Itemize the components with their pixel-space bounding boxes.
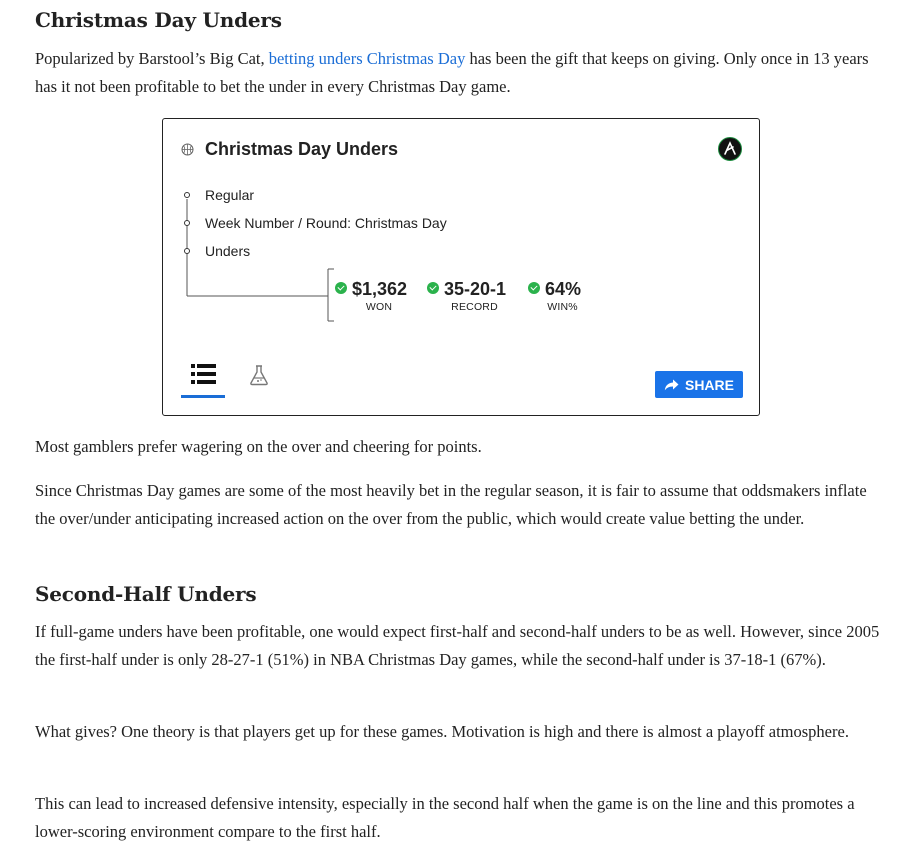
- stat-record-value: 35-20-1: [444, 279, 507, 299]
- paragraph-over-preference: Most gamblers prefer wagering on the over and cheering for points.: [35, 437, 482, 456]
- criteria-season-type: Regular: [205, 187, 255, 203]
- paragraph-first-half-stats: If full-game unders have been profitable, one would expect first-half and second-half unders to be as well. However, since 2005 the first-half under is only 28-27-1 (51%) in NBA Christmas Day games, while the second-half under is 37-18-1 (67%).: [35, 622, 880, 669]
- flask-icon[interactable]: [249, 364, 269, 386]
- intro-text-start: Popularized by Barstool’s Big Cat,: [35, 49, 269, 68]
- widget-title: Christmas Day Unders: [205, 139, 399, 159]
- share-button[interactable]: [655, 371, 743, 398]
- criteria-bullet: [184, 192, 190, 198]
- paragraph-oddsmakers: Since Christmas Day games are some of the most heavily bet in the regular season, it is fair to assume that oddsmakers inflate the over/under anticipating increased action on the over from the public, which would create value betting the under.: [35, 481, 867, 528]
- betting-unders-link[interactable]: betting unders Christmas Day: [268, 49, 466, 68]
- check-icon: [335, 282, 347, 294]
- active-tab-indicator: [181, 395, 225, 398]
- share-label: SHARE: [684, 376, 734, 393]
- intro-text-end: has been the gift that keeps on giving. Only once in 13 years has it not been profitable to bet the under in every Christmas Day game.: [35, 49, 869, 96]
- list-icon[interactable]: [191, 363, 216, 385]
- stat-won-value: $1,362: [352, 279, 408, 299]
- section-heading-christmas-day-unders: Christmas Day Unders: [35, 8, 282, 32]
- check-icon: [528, 282, 540, 294]
- criteria-bullet: [184, 220, 190, 226]
- stat-win-pct-value: 64%: [545, 279, 582, 299]
- intro-paragraph: [35, 45, 885, 101]
- criteria-tree-lines: [163, 119, 761, 349]
- stat-win-pct-label: WIN%: [547, 301, 578, 313]
- stat-won-label: WON: [365, 301, 393, 313]
- betting-system-widget: [162, 118, 760, 416]
- share-arrow-icon: [664, 379, 679, 391]
- stat-record-label: RECORD: [451, 301, 498, 313]
- criteria-bullet: [184, 248, 190, 254]
- criteria-bet-type: Unders: [205, 243, 251, 259]
- stat-win-pct: [528, 279, 581, 313]
- criteria-week: Week Number / Round: Christmas Day: [205, 215, 447, 231]
- check-icon: [427, 282, 439, 294]
- section-heading-second-half-unders: Second-Half Unders: [35, 582, 257, 606]
- stat-won: [335, 279, 407, 313]
- paragraph-defense: This can lead to increased defensive intensity, especially in the second half when the game is on the line and this promotes a lower-scoring environment compare to the first half.: [35, 794, 855, 841]
- stat-record: [427, 279, 506, 313]
- paragraph-motivation: What gives? One theory is that players get up for these games. Motivation is high and there is almost a playoff atmosphere.: [35, 722, 849, 741]
